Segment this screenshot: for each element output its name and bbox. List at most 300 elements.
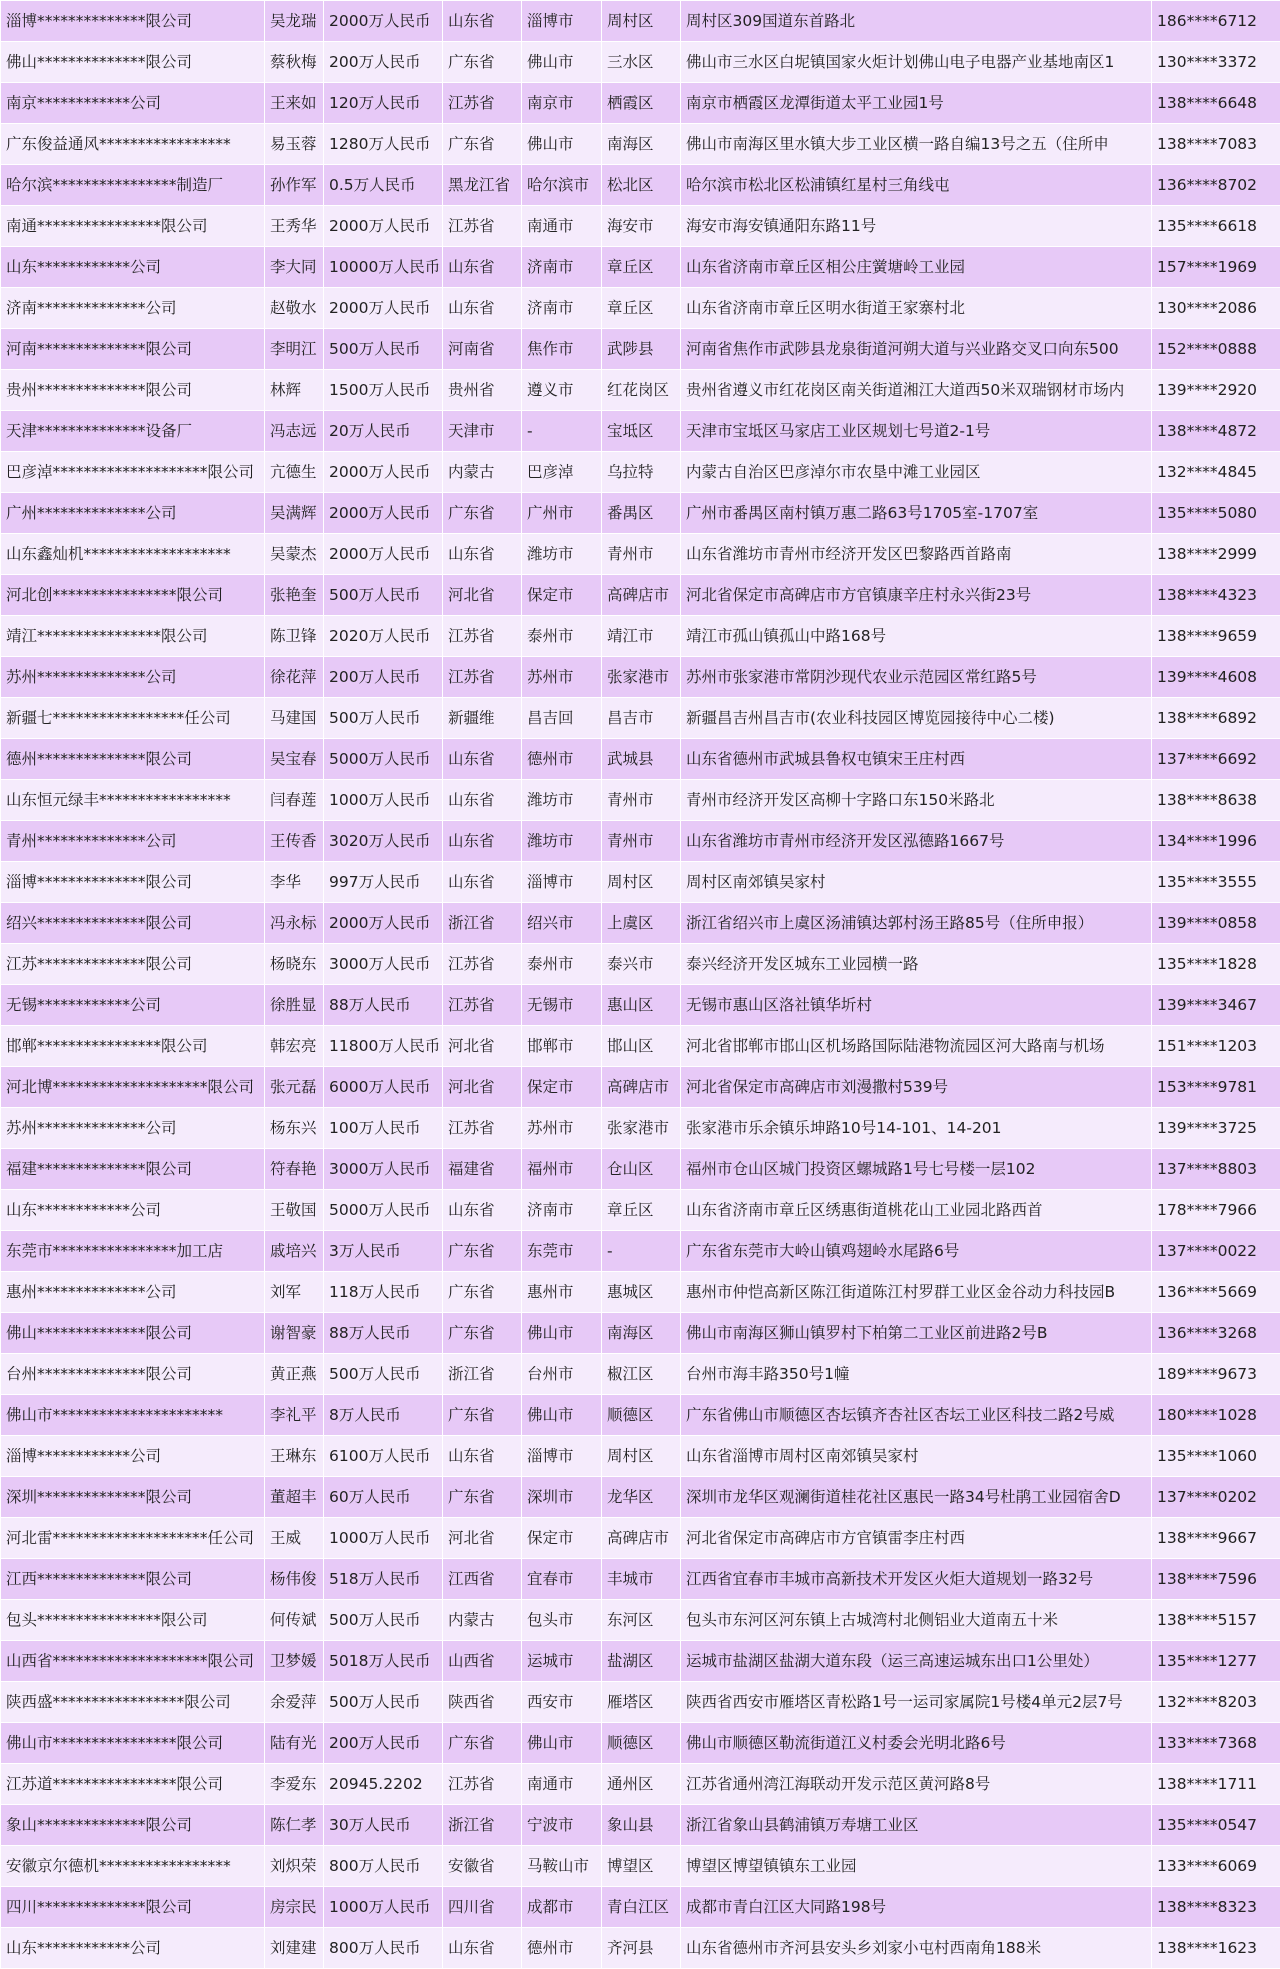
phone-cell: 153****9781 (1152, 1067, 1280, 1108)
city-cell: 佛山市 (522, 1395, 602, 1436)
legal-rep-cell: 李大同 (265, 247, 324, 288)
district-cell: 红花岗区 (602, 370, 681, 411)
address-cell: 惠州市仲恺高新区陈江街道陈江村罗群工业区金谷动力科技园B (681, 1272, 1152, 1313)
table-row (1, 944, 1280, 985)
phone-cell: 135****0547 (1152, 1805, 1280, 1846)
district-cell: 海安市 (602, 206, 681, 247)
province-cell: 江苏省 (443, 616, 522, 657)
registered-capital-cell: 997万人民币 (324, 862, 443, 903)
address-cell: 无锡市惠山区洛社镇华圻村 (681, 985, 1152, 1026)
city-cell: 南通市 (522, 1764, 602, 1805)
province-cell: 江苏省 (443, 657, 522, 698)
registered-capital-cell: 500万人民币 (324, 1354, 443, 1395)
table-row (1, 1887, 1280, 1928)
company-name-cell: 江西**************限公司 (1, 1559, 265, 1600)
province-cell: 山东省 (443, 739, 522, 780)
table-row (1, 1108, 1280, 1149)
province-cell: 山东省 (443, 247, 522, 288)
address-cell: 浙江省绍兴市上虞区汤浦镇达郭村汤王路85号（住所申报） (681, 903, 1152, 944)
city-cell: 广州市 (522, 493, 602, 534)
table-row (1, 1436, 1280, 1477)
table-row (1, 698, 1280, 739)
table-row (1, 985, 1280, 1026)
table-row (1, 657, 1280, 698)
province-cell: 江苏省 (443, 1108, 522, 1149)
legal-rep-cell: 蔡秋梅 (265, 42, 324, 83)
address-cell: 苏州市张家港市常阴沙现代农业示范园区常红路5号 (681, 657, 1152, 698)
district-cell: 周村区 (602, 862, 681, 903)
city-cell: 济南市 (522, 1190, 602, 1231)
table-row (1, 1, 1280, 42)
registered-capital-cell: 500万人民币 (324, 1682, 443, 1723)
phone-cell: 138****6892 (1152, 698, 1280, 739)
table-row (1, 1518, 1280, 1559)
registered-capital-cell: 0.5万人民币 (324, 165, 443, 206)
table-row (1, 575, 1280, 616)
registered-capital-cell: 2000万人民币 (324, 452, 443, 493)
district-cell: 博望区 (602, 1846, 681, 1887)
table-row (1, 165, 1280, 206)
registered-capital-cell: 800万人民币 (324, 1928, 443, 1969)
legal-rep-cell: 董超丰 (265, 1477, 324, 1518)
city-cell: 保定市 (522, 575, 602, 616)
table-row (1, 1764, 1280, 1805)
table-row (1, 1928, 1280, 1969)
phone-cell: 130****3372 (1152, 42, 1280, 83)
address-cell: 周村区南郊镇吴家村 (681, 862, 1152, 903)
company-name-cell: 德州**************限公司 (1, 739, 265, 780)
phone-cell: 138****8638 (1152, 780, 1280, 821)
district-cell: 仓山区 (602, 1149, 681, 1190)
province-cell: 四川省 (443, 1887, 522, 1928)
company-name-cell: 邯郸****************限公司 (1, 1026, 265, 1067)
province-cell: 山东省 (443, 1190, 522, 1231)
table-row (1, 821, 1280, 862)
legal-rep-cell: 杨伟俊 (265, 1559, 324, 1600)
table-row (1, 1354, 1280, 1395)
district-cell: - (602, 1231, 681, 1272)
district-cell: 上虞区 (602, 903, 681, 944)
city-cell: 潍坊市 (522, 534, 602, 575)
registered-capital-cell: 100万人民币 (324, 1108, 443, 1149)
district-cell: 乌拉特 (602, 452, 681, 493)
registered-capital-cell: 2000万人民币 (324, 534, 443, 575)
province-cell: 江苏省 (443, 1764, 522, 1805)
table-row (1, 1272, 1280, 1313)
company-name-cell: 靖江****************限公司 (1, 616, 265, 657)
legal-rep-cell: 徐胜显 (265, 985, 324, 1026)
table-row (1, 1723, 1280, 1764)
table-row (1, 903, 1280, 944)
company-name-cell: 天津**************设备厂 (1, 411, 265, 452)
table-row (1, 1805, 1280, 1846)
legal-rep-cell: 刘军 (265, 1272, 324, 1313)
company-name-cell: 山东鑫灿机******************* (1, 534, 265, 575)
city-cell: 潍坊市 (522, 780, 602, 821)
city-cell: 昌吉回 (522, 698, 602, 739)
district-cell: 丰城市 (602, 1559, 681, 1600)
district-cell: 象山县 (602, 1805, 681, 1846)
district-cell: 周村区 (602, 1436, 681, 1477)
province-cell: 广东省 (443, 1723, 522, 1764)
city-cell: 保定市 (522, 1067, 602, 1108)
legal-rep-cell: 韩宏亮 (265, 1026, 324, 1067)
registered-capital-cell: 5000万人民币 (324, 739, 443, 780)
address-cell: 佛山市南海区狮山镇罗村下柏第二工业区前进路2号B (681, 1313, 1152, 1354)
company-name-cell: 东莞市****************加工店 (1, 1231, 265, 1272)
registered-capital-cell: 2000万人民币 (324, 206, 443, 247)
province-cell: 江西省 (443, 1559, 522, 1600)
address-cell: 靖江市孤山镇孤山中路168号 (681, 616, 1152, 657)
table-row (1, 1190, 1280, 1231)
company-name-cell: 河南**************限公司 (1, 329, 265, 370)
province-cell: 山东省 (443, 1, 522, 42)
district-cell: 宝坻区 (602, 411, 681, 452)
company-name-cell: 新疆七*****************任公司 (1, 698, 265, 739)
legal-rep-cell: 吴蒙杰 (265, 534, 324, 575)
district-cell: 顺德区 (602, 1395, 681, 1436)
phone-cell: 138****7083 (1152, 124, 1280, 165)
address-cell: 贵州省遵义市红花岗区南关街道湘江大道西50米双瑞钢材市场内 (681, 370, 1152, 411)
address-cell: 泰兴经济开发区城东工业园横一路 (681, 944, 1152, 985)
legal-rep-cell: 赵敬水 (265, 288, 324, 329)
phone-cell: 132****4845 (1152, 452, 1280, 493)
province-cell: 山东省 (443, 821, 522, 862)
district-cell: 章丘区 (602, 247, 681, 288)
registered-capital-cell: 120万人民币 (324, 83, 443, 124)
city-cell: 泰州市 (522, 944, 602, 985)
table-row (1, 124, 1280, 165)
city-cell: 宁波市 (522, 1805, 602, 1846)
registered-capital-cell: 88万人民币 (324, 1313, 443, 1354)
address-cell: 海安市海安镇通阳东路11号 (681, 206, 1152, 247)
province-cell: 河北省 (443, 1026, 522, 1067)
phone-cell: 137****0022 (1152, 1231, 1280, 1272)
province-cell: 内蒙古 (443, 1600, 522, 1641)
district-cell: 通州区 (602, 1764, 681, 1805)
province-cell: 内蒙古 (443, 452, 522, 493)
registered-capital-cell: 5018万人民币 (324, 1641, 443, 1682)
address-cell: 台州市海丰路350号1幢 (681, 1354, 1152, 1395)
district-cell: 高碑店市 (602, 1067, 681, 1108)
district-cell: 周村区 (602, 1, 681, 42)
registered-capital-cell: 8万人民币 (324, 1395, 443, 1436)
district-cell: 青州市 (602, 821, 681, 862)
table-row (1, 247, 1280, 288)
province-cell: 江苏省 (443, 944, 522, 985)
address-cell: 佛山市南海区里水镇大步工业区横一路自编13号之五（住所申 (681, 124, 1152, 165)
registered-capital-cell: 5000万人民币 (324, 1190, 443, 1231)
legal-rep-cell: 林辉 (265, 370, 324, 411)
registered-capital-cell: 6000万人民币 (324, 1067, 443, 1108)
registered-capital-cell: 3000万人民币 (324, 944, 443, 985)
registered-capital-cell: 500万人民币 (324, 575, 443, 616)
address-cell: 河南省焦作市武陟县龙泉街道河朔大道与兴业路交叉口向东500 (681, 329, 1152, 370)
city-cell: 惠州市 (522, 1272, 602, 1313)
address-cell: 山东省济南市章丘区相公庄黉塘岭工业园 (681, 247, 1152, 288)
registered-capital-cell: 60万人民币 (324, 1477, 443, 1518)
table-row (1, 83, 1280, 124)
city-cell: 泰州市 (522, 616, 602, 657)
address-cell: 福州市仓山区城门投资区螺城路1号七号楼一层102 (681, 1149, 1152, 1190)
address-cell: 成都市青白江区大同路198号 (681, 1887, 1152, 1928)
legal-rep-cell: 戚培兴 (265, 1231, 324, 1272)
phone-cell: 136****8702 (1152, 165, 1280, 206)
company-name-cell: 淄博**************限公司 (1, 1, 265, 42)
province-cell: 山东省 (443, 288, 522, 329)
table-body (1, 1, 1280, 1969)
address-cell: 山东省济南市章丘区绣惠街道桃花山工业园北路西首 (681, 1190, 1152, 1231)
registered-capital-cell: 2000万人民币 (324, 493, 443, 534)
district-cell: 武陟县 (602, 329, 681, 370)
registered-capital-cell: 11800万人民币 (324, 1026, 443, 1067)
phone-cell: 135****1277 (1152, 1641, 1280, 1682)
city-cell: 淄博市 (522, 1, 602, 42)
phone-cell: 137****8803 (1152, 1149, 1280, 1190)
table-row (1, 42, 1280, 83)
legal-rep-cell: 王来如 (265, 83, 324, 124)
company-name-cell: 南京************公司 (1, 83, 265, 124)
legal-rep-cell: 符春艳 (265, 1149, 324, 1190)
city-cell: 西安市 (522, 1682, 602, 1723)
company-name-cell: 巴彦淖********************限公司 (1, 452, 265, 493)
address-cell: 山东省潍坊市青州市经济开发区巴黎路西首路南 (681, 534, 1152, 575)
phone-cell: 135****1828 (1152, 944, 1280, 985)
province-cell: 广东省 (443, 1231, 522, 1272)
legal-rep-cell: 吴宝春 (265, 739, 324, 780)
phone-cell: 139****3725 (1152, 1108, 1280, 1149)
company-name-cell: 济南**************公司 (1, 288, 265, 329)
phone-cell: 138****4323 (1152, 575, 1280, 616)
district-cell: 青白江区 (602, 1887, 681, 1928)
district-cell: 栖霞区 (602, 83, 681, 124)
registered-capital-cell: 200万人民币 (324, 657, 443, 698)
city-cell: 德州市 (522, 739, 602, 780)
phone-cell: 138****8323 (1152, 1887, 1280, 1928)
province-cell: 山东省 (443, 534, 522, 575)
registered-capital-cell: 10000万人民币 (324, 247, 443, 288)
company-name-cell: 山东************公司 (1, 1190, 265, 1231)
province-cell: 江苏省 (443, 206, 522, 247)
table-row (1, 1395, 1280, 1436)
company-name-cell: 淄博************公司 (1, 1436, 265, 1477)
district-cell: 南海区 (602, 1313, 681, 1354)
registered-capital-cell: 88万人民币 (324, 985, 443, 1026)
phone-cell: 138****5157 (1152, 1600, 1280, 1641)
legal-rep-cell: 房宗民 (265, 1887, 324, 1928)
district-cell: 雁塔区 (602, 1682, 681, 1723)
city-cell: 福州市 (522, 1149, 602, 1190)
company-name-cell: 南通****************限公司 (1, 206, 265, 247)
legal-rep-cell: 孙作军 (265, 165, 324, 206)
legal-rep-cell: 黄正燕 (265, 1354, 324, 1395)
registered-capital-cell: 2020万人民币 (324, 616, 443, 657)
province-cell: 山东省 (443, 862, 522, 903)
registered-capital-cell: 518万人民币 (324, 1559, 443, 1600)
address-cell: 山东省德州市齐河县安头乡刘家小屯村西南角188米 (681, 1928, 1152, 1969)
province-cell: 福建省 (443, 1149, 522, 1190)
legal-rep-cell: 马建国 (265, 698, 324, 739)
registered-capital-cell: 200万人民币 (324, 1723, 443, 1764)
address-cell: 博望区博望镇镇东工业园 (681, 1846, 1152, 1887)
table-row (1, 1313, 1280, 1354)
legal-rep-cell: 余爱萍 (265, 1682, 324, 1723)
address-cell: 张家港市乐余镇乐坤路10号14-101、14-201 (681, 1108, 1152, 1149)
company-name-cell: 福建**************限公司 (1, 1149, 265, 1190)
city-cell: 德州市 (522, 1928, 602, 1969)
city-cell: 巴彦淖 (522, 452, 602, 493)
province-cell: 河北省 (443, 1067, 522, 1108)
city-cell: 邯郸市 (522, 1026, 602, 1067)
table-row (1, 370, 1280, 411)
table-row (1, 411, 1280, 452)
city-cell: 佛山市 (522, 1723, 602, 1764)
phone-cell: 137****0202 (1152, 1477, 1280, 1518)
city-cell: 佛山市 (522, 124, 602, 165)
phone-cell: 138****9667 (1152, 1518, 1280, 1559)
district-cell: 高碑店市 (602, 575, 681, 616)
table-row (1, 493, 1280, 534)
phone-cell: 135****3555 (1152, 862, 1280, 903)
legal-rep-cell: 张艳奎 (265, 575, 324, 616)
phone-cell: 135****5080 (1152, 493, 1280, 534)
province-cell: 山东省 (443, 1928, 522, 1969)
phone-cell: 151****1203 (1152, 1026, 1280, 1067)
company-name-cell: 佛山**************限公司 (1, 1313, 265, 1354)
legal-rep-cell: 徐花萍 (265, 657, 324, 698)
registered-capital-cell: 2000万人民币 (324, 903, 443, 944)
registered-capital-cell: 20万人民币 (324, 411, 443, 452)
company-name-cell: 深圳**************限公司 (1, 1477, 265, 1518)
table-row (1, 329, 1280, 370)
phone-cell: 138****9659 (1152, 616, 1280, 657)
district-cell: 顺德区 (602, 1723, 681, 1764)
legal-rep-cell: 冯志远 (265, 411, 324, 452)
city-cell: 运城市 (522, 1641, 602, 1682)
registered-capital-cell: 500万人民币 (324, 698, 443, 739)
address-cell: 广东省佛山市顺德区杏坛镇齐杏社区杏坛工业区科技二路2号威 (681, 1395, 1152, 1436)
district-cell: 青州市 (602, 534, 681, 575)
legal-rep-cell: 陈仁孝 (265, 1805, 324, 1846)
province-cell: 浙江省 (443, 1354, 522, 1395)
province-cell: 广东省 (443, 1313, 522, 1354)
registered-capital-cell: 6100万人民币 (324, 1436, 443, 1477)
district-cell: 松北区 (602, 165, 681, 206)
table-row (1, 780, 1280, 821)
address-cell: 河北省保定市高碑店市方官镇康辛庄村永兴街23号 (681, 575, 1152, 616)
city-cell: 深圳市 (522, 1477, 602, 1518)
company-name-cell: 山东恒元绿丰***************** (1, 780, 265, 821)
phone-cell: 133****6069 (1152, 1846, 1280, 1887)
phone-cell: 136****5669 (1152, 1272, 1280, 1313)
company-name-cell: 贵州**************限公司 (1, 370, 265, 411)
registered-capital-cell: 2000万人民币 (324, 1, 443, 42)
district-cell: 南海区 (602, 124, 681, 165)
phone-cell: 135****6618 (1152, 206, 1280, 247)
province-cell: 浙江省 (443, 1805, 522, 1846)
company-name-cell: 绍兴**************限公司 (1, 903, 265, 944)
address-cell: 山东省潍坊市青州市经济开发区泓德路1667号 (681, 821, 1152, 862)
company-name-cell: 山东************公司 (1, 247, 265, 288)
legal-rep-cell: 杨晓东 (265, 944, 324, 985)
table-row (1, 1231, 1280, 1272)
company-name-cell: 惠州**************公司 (1, 1272, 265, 1313)
legal-rep-cell: 谢智豪 (265, 1313, 324, 1354)
city-cell: 台州市 (522, 1354, 602, 1395)
legal-rep-cell: 杨东兴 (265, 1108, 324, 1149)
company-name-cell: 佛山市********************** (1, 1395, 265, 1436)
legal-rep-cell: 陈卫锋 (265, 616, 324, 657)
legal-rep-cell: 李礼平 (265, 1395, 324, 1436)
phone-cell: 138****4872 (1152, 411, 1280, 452)
province-cell: 江苏省 (443, 83, 522, 124)
phone-cell: 138****7596 (1152, 1559, 1280, 1600)
address-cell: 包头市东河区河东镇上古城湾村北侧铝业大道南五十米 (681, 1600, 1152, 1641)
district-cell: 高碑店市 (602, 1518, 681, 1559)
registered-capital-cell: 118万人民币 (324, 1272, 443, 1313)
table-row (1, 288, 1280, 329)
table-row (1, 739, 1280, 780)
district-cell: 昌吉市 (602, 698, 681, 739)
legal-rep-cell: 王秀华 (265, 206, 324, 247)
province-cell: 广东省 (443, 1477, 522, 1518)
district-cell: 泰兴市 (602, 944, 681, 985)
district-cell: 惠山区 (602, 985, 681, 1026)
address-cell: 山东省济南市章丘区明水街道王家寨村北 (681, 288, 1152, 329)
district-cell: 椒江区 (602, 1354, 681, 1395)
company-name-cell: 哈尔滨****************制造厂 (1, 165, 265, 206)
province-cell: 陕西省 (443, 1682, 522, 1723)
province-cell: 广东省 (443, 1272, 522, 1313)
address-cell: 周村区309国道东首路北 (681, 1, 1152, 42)
company-name-cell: 河北创****************限公司 (1, 575, 265, 616)
city-cell: 焦作市 (522, 329, 602, 370)
district-cell: 靖江市 (602, 616, 681, 657)
phone-cell: 157****1969 (1152, 247, 1280, 288)
address-cell: 河北省保定市高碑店市刘漫撒村539号 (681, 1067, 1152, 1108)
district-cell: 章丘区 (602, 288, 681, 329)
phone-cell: 138****1711 (1152, 1764, 1280, 1805)
address-cell: 江苏省通州湾江海联动开发示范区黄河路8号 (681, 1764, 1152, 1805)
district-cell: 盐湖区 (602, 1641, 681, 1682)
phone-cell: 189****9673 (1152, 1354, 1280, 1395)
company-name-cell: 安徽京尔德机***************** (1, 1846, 265, 1887)
address-cell: 哈尔滨市松北区松浦镇红星村三角线屯 (681, 165, 1152, 206)
registered-capital-cell: 2000万人民币 (324, 288, 443, 329)
province-cell: 新疆维 (443, 698, 522, 739)
phone-cell: 134****1996 (1152, 821, 1280, 862)
legal-rep-cell: 王威 (265, 1518, 324, 1559)
address-cell: 天津市宝坻区马家店工业区规划七号道2-1号 (681, 411, 1152, 452)
registered-capital-cell: 30万人民币 (324, 1805, 443, 1846)
address-cell: 佛山市三水区白坭镇国家火炬计划佛山电子电器产业基地南区1 (681, 42, 1152, 83)
phone-cell: 136****3268 (1152, 1313, 1280, 1354)
company-name-cell: 包头****************限公司 (1, 1600, 265, 1641)
district-cell: 邯山区 (602, 1026, 681, 1067)
city-cell: - (522, 411, 602, 452)
registered-capital-cell: 1000万人民币 (324, 1887, 443, 1928)
registered-capital-cell: 3000万人民币 (324, 1149, 443, 1190)
company-name-cell: 台州**************限公司 (1, 1354, 265, 1395)
district-cell: 东河区 (602, 1600, 681, 1641)
company-name-cell: 象山**************限公司 (1, 1805, 265, 1846)
table-row (1, 206, 1280, 247)
province-cell: 广东省 (443, 124, 522, 165)
city-cell: 遵义市 (522, 370, 602, 411)
province-cell: 黑龙江省 (443, 165, 522, 206)
company-name-cell: 山西省********************限公司 (1, 1641, 265, 1682)
city-cell: 济南市 (522, 288, 602, 329)
